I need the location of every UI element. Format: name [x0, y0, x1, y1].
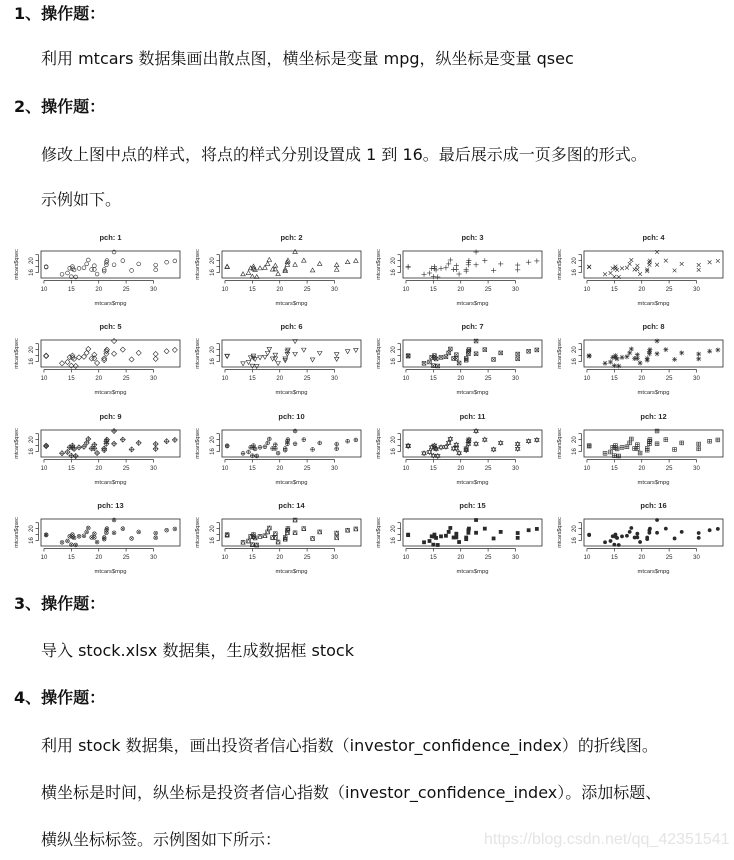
scatter-plot — [362, 407, 543, 496]
x-axis — [403, 370, 520, 383]
svg-text:25: 25 — [303, 465, 311, 472]
svg-text:20: 20 — [210, 435, 216, 443]
y-axis — [29, 344, 39, 365]
scatter-plot — [362, 496, 543, 585]
svg-text:20: 20 — [95, 465, 103, 472]
svg-text:20: 20 — [95, 376, 103, 383]
svg-text:16: 16 — [391, 447, 397, 455]
data-points — [406, 249, 540, 279]
svg-text:16: 16 — [572, 269, 578, 276]
svg-text:30: 30 — [331, 554, 338, 561]
svg-text:30: 30 — [150, 465, 157, 472]
scatter-plot — [543, 228, 724, 317]
svg-text:20: 20 — [572, 257, 578, 264]
svg-text:20: 20 — [391, 346, 397, 354]
svg-text:20: 20 — [638, 287, 646, 293]
y-axis — [391, 255, 401, 276]
svg-text:25: 25 — [484, 554, 492, 561]
scatter-plot — [181, 317, 362, 406]
section-2-text: 修改上图中点的样式，将点的样式分别设置成 1 到 16。最后展示成一页多图的形式。 — [41, 145, 647, 164]
y-axis-label: mtcars$qsec — [557, 338, 563, 370]
svg-text:20: 20 — [276, 465, 284, 472]
plot-frame — [41, 251, 180, 278]
svg-text:20: 20 — [391, 435, 397, 443]
y-axis — [210, 255, 220, 276]
svg-text:16: 16 — [572, 537, 578, 544]
panel-title: pch: 5 — [99, 322, 122, 332]
x-axis-label: mtcars$mpg — [275, 568, 308, 575]
svg-text:25: 25 — [122, 376, 130, 383]
svg-text:20: 20 — [95, 554, 103, 561]
svg-text:20: 20 — [210, 525, 216, 532]
pch-scatter-figure — [0, 228, 734, 588]
y-axis — [391, 344, 401, 365]
x-axis — [403, 548, 520, 561]
svg-text:10: 10 — [221, 465, 229, 472]
y-axis-label: mtcars$qsec — [14, 427, 20, 459]
svg-text:20: 20 — [276, 554, 284, 561]
section-4-text-1: 利用 stock 数据集，画出投资者信心指数（investor_confidence_index）的折线图。 — [41, 736, 658, 755]
svg-text:10: 10 — [221, 376, 229, 383]
svg-text:25: 25 — [303, 554, 311, 561]
data-points — [406, 428, 539, 458]
svg-text:30: 30 — [150, 376, 157, 383]
svg-text:30: 30 — [331, 376, 338, 383]
scatter-panel-pch-10 — [181, 407, 362, 496]
x-axis — [403, 459, 520, 472]
scatter-plot — [0, 496, 181, 585]
scatter-plot — [543, 317, 724, 406]
svg-text:15: 15 — [248, 376, 256, 383]
panel-title: pch: 3 — [461, 233, 484, 242]
panel-title: pch: 12 — [640, 411, 667, 421]
panel-title: pch: 10 — [278, 411, 305, 421]
svg-text:25: 25 — [665, 554, 673, 561]
svg-text:15: 15 — [67, 554, 75, 561]
scatter-panel-pch-5 — [0, 317, 181, 406]
svg-text:20: 20 — [638, 554, 646, 561]
x-axis — [584, 459, 701, 472]
scatter-plot — [181, 228, 362, 317]
scatter-plot — [543, 407, 724, 496]
data-points — [225, 518, 358, 547]
y-axis — [391, 433, 401, 454]
svg-text:16: 16 — [391, 269, 397, 276]
x-axis-label: mtcars$mpg — [637, 301, 670, 307]
svg-text:30: 30 — [693, 376, 700, 383]
svg-text:20: 20 — [572, 435, 578, 443]
svg-text:20: 20 — [29, 435, 35, 443]
scatter-plot — [543, 496, 724, 585]
scatter-plot — [0, 317, 181, 406]
section-1-heading: 1、操作题： — [14, 4, 106, 23]
svg-text:30: 30 — [693, 287, 700, 293]
svg-text:10: 10 — [402, 554, 410, 561]
section-4-text-2: 横坐标是时间，纵坐标是投资者信心指数（investor_confidence_index）。添加标题、 — [41, 783, 662, 802]
svg-text:10: 10 — [221, 287, 229, 293]
x-axis-label: mtcars$mpg — [275, 479, 308, 486]
svg-text:20: 20 — [638, 465, 646, 472]
svg-text:16: 16 — [391, 358, 397, 366]
y-axis — [572, 255, 582, 276]
data-points — [225, 340, 358, 369]
data-points — [44, 339, 178, 369]
panel-title: pch: 15 — [459, 500, 486, 510]
svg-text:25: 25 — [122, 287, 130, 293]
x-axis-label: mtcars$mpg — [275, 390, 308, 397]
svg-text:20: 20 — [276, 376, 284, 383]
svg-text:16: 16 — [572, 358, 578, 366]
scatter-panel-pch-2 — [181, 228, 362, 317]
y-axis — [29, 433, 39, 454]
svg-text:20: 20 — [29, 525, 35, 532]
y-axis-label: mtcars$qsec — [14, 249, 20, 280]
svg-text:16: 16 — [29, 269, 35, 276]
scatter-panel-pch-16 — [543, 496, 724, 585]
svg-text:10: 10 — [40, 554, 48, 561]
scatter-plot — [181, 407, 362, 496]
x-axis — [584, 370, 701, 383]
x-axis-label: mtcars$mpg — [94, 479, 127, 486]
svg-text:15: 15 — [429, 376, 437, 383]
y-axis-label: mtcars$qsec — [376, 338, 382, 370]
svg-text:20: 20 — [457, 554, 465, 561]
section-2-example-label: 示例如下。 — [41, 190, 122, 209]
plot-frame — [222, 251, 361, 278]
x-axis — [41, 370, 158, 383]
scatter-panel-pch-13 — [0, 496, 181, 585]
section-2-heading: 2、操作题： — [14, 97, 106, 116]
svg-text:30: 30 — [331, 287, 338, 293]
section-4-text-3: 横纵坐标标签。示例图如下所示： — [41, 830, 282, 849]
svg-text:25: 25 — [122, 465, 130, 472]
data-points — [225, 429, 358, 458]
svg-text:15: 15 — [610, 376, 618, 383]
data-points — [587, 339, 721, 369]
svg-text:20: 20 — [29, 346, 35, 354]
scatter-panel-pch-11 — [362, 407, 543, 496]
svg-text:16: 16 — [572, 447, 578, 455]
data-points — [225, 250, 358, 279]
y-axis-label: mtcars$qsec — [376, 517, 382, 548]
section-4-heading: 4、操作题： — [14, 688, 106, 707]
svg-text:15: 15 — [67, 287, 75, 293]
svg-text:20: 20 — [572, 525, 578, 532]
scatter-plot — [181, 496, 362, 585]
panel-title: pch: 9 — [99, 411, 122, 421]
svg-text:15: 15 — [248, 287, 256, 293]
svg-text:30: 30 — [150, 554, 157, 561]
svg-text:25: 25 — [484, 465, 492, 472]
svg-text:10: 10 — [40, 465, 48, 472]
scatter-panel-pch-3 — [362, 228, 543, 317]
svg-text:20: 20 — [638, 376, 646, 383]
y-axis-label: mtcars$qsec — [557, 517, 563, 548]
scatter-panel-pch-12 — [543, 407, 724, 496]
svg-text:10: 10 — [402, 376, 410, 383]
x-axis — [584, 548, 701, 561]
svg-text:16: 16 — [210, 447, 216, 455]
panel-title: pch: 14 — [278, 500, 305, 510]
svg-text:15: 15 — [248, 554, 256, 561]
section-1-text: 利用 mtcars 数据集画出散点图，横坐标是变量 mpg，纵坐标是变量 qsec — [41, 49, 574, 68]
data-points — [44, 518, 177, 547]
plot-frame — [41, 340, 180, 367]
x-axis — [222, 370, 339, 383]
svg-text:15: 15 — [429, 287, 437, 293]
scatter-panel-pch-6 — [181, 317, 362, 406]
x-axis — [222, 548, 339, 561]
svg-text:10: 10 — [583, 376, 591, 383]
y-axis — [210, 433, 220, 454]
svg-text:16: 16 — [391, 537, 397, 544]
svg-text:15: 15 — [67, 465, 75, 472]
svg-text:25: 25 — [484, 287, 492, 293]
svg-text:20: 20 — [391, 525, 397, 532]
svg-text:20: 20 — [391, 257, 397, 264]
svg-text:20: 20 — [95, 287, 103, 293]
svg-text:25: 25 — [665, 287, 673, 293]
x-axis-label: mtcars$mpg — [94, 301, 127, 307]
scatter-panel-pch-8 — [543, 317, 724, 406]
svg-text:10: 10 — [402, 287, 410, 293]
panel-title: pch: 1 — [99, 233, 122, 242]
panel-title: pch: 7 — [461, 322, 484, 332]
x-axis — [584, 281, 701, 294]
svg-text:25: 25 — [303, 287, 311, 293]
scatter-panel-pch-4 — [543, 228, 724, 317]
x-axis — [403, 281, 520, 294]
scatter-panel-pch-14 — [181, 496, 362, 585]
scatter-plot — [362, 228, 543, 317]
panel-title: pch: 2 — [280, 233, 303, 242]
svg-text:10: 10 — [40, 287, 48, 293]
y-axis — [210, 523, 220, 544]
svg-text:25: 25 — [665, 376, 673, 383]
scatter-panel-pch-9 — [0, 407, 181, 496]
svg-text:15: 15 — [429, 554, 437, 561]
x-axis-label: mtcars$mpg — [456, 479, 489, 486]
y-axis — [572, 344, 582, 365]
svg-text:10: 10 — [583, 554, 591, 561]
scatter-panel-pch-7 — [362, 317, 543, 406]
data-points — [587, 429, 720, 458]
data-points — [44, 428, 178, 458]
svg-text:15: 15 — [429, 465, 437, 472]
svg-text:10: 10 — [583, 465, 591, 472]
y-axis-label: mtcars$qsec — [14, 338, 20, 370]
watermark: https://blog.csdn.net/qq_42351541 — [484, 831, 730, 848]
y-axis — [572, 523, 582, 544]
y-axis — [391, 523, 401, 544]
y-axis-label: mtcars$qsec — [376, 249, 382, 280]
svg-text:30: 30 — [693, 554, 700, 561]
x-axis-label: mtcars$mpg — [94, 390, 127, 397]
x-axis-label: mtcars$mpg — [637, 390, 670, 397]
svg-text:15: 15 — [610, 465, 618, 472]
plot-frame — [222, 340, 361, 367]
svg-text:20: 20 — [29, 257, 35, 264]
y-axis-label: mtcars$qsec — [557, 427, 563, 459]
panel-title: pch: 13 — [97, 500, 124, 510]
svg-text:20: 20 — [457, 287, 465, 293]
y-axis-label: mtcars$qsec — [195, 338, 201, 370]
svg-text:20: 20 — [457, 376, 465, 383]
panel-title: pch: 6 — [280, 322, 303, 332]
y-axis-label: mtcars$qsec — [376, 427, 382, 459]
svg-text:15: 15 — [248, 465, 256, 472]
x-axis-label: mtcars$mpg — [456, 390, 489, 397]
plot-frame — [222, 519, 361, 546]
scatter-panel-pch-15 — [362, 496, 543, 585]
section-3-text: 导入 stock.xlsx 数据集，生成数据框 stock — [41, 641, 354, 660]
x-axis-label: mtcars$mpg — [456, 568, 489, 575]
svg-text:30: 30 — [331, 465, 338, 472]
section-3-heading: 3、操作题： — [14, 594, 106, 613]
x-axis-label: mtcars$mpg — [637, 568, 670, 575]
svg-text:16: 16 — [29, 537, 35, 544]
svg-text:25: 25 — [665, 465, 673, 472]
panel-title: pch: 11 — [459, 411, 486, 421]
svg-text:20: 20 — [457, 465, 465, 472]
svg-text:10: 10 — [402, 465, 410, 472]
y-axis — [572, 433, 582, 454]
x-axis-label: mtcars$mpg — [94, 568, 127, 575]
y-axis — [210, 344, 220, 365]
svg-text:20: 20 — [572, 346, 578, 354]
x-axis-label: mtcars$mpg — [637, 479, 670, 486]
y-axis — [29, 523, 39, 544]
data-points — [406, 339, 539, 368]
svg-text:16: 16 — [210, 358, 216, 366]
scatter-plot — [0, 407, 181, 496]
panel-title: pch: 8 — [642, 322, 665, 332]
y-axis-label: mtcars$qsec — [195, 249, 201, 280]
y-axis-label: mtcars$qsec — [195, 517, 201, 548]
svg-text:15: 15 — [67, 376, 75, 383]
svg-text:20: 20 — [210, 346, 216, 354]
data-points — [406, 518, 539, 547]
x-axis — [41, 548, 158, 561]
svg-text:10: 10 — [40, 376, 48, 383]
x-axis — [41, 281, 158, 294]
x-axis-label: mtcars$mpg — [456, 301, 489, 307]
svg-text:25: 25 — [484, 376, 492, 383]
x-axis — [222, 281, 339, 294]
svg-text:20: 20 — [210, 257, 216, 264]
svg-text:16: 16 — [210, 537, 216, 544]
y-axis-label: mtcars$qsec — [195, 427, 201, 459]
svg-text:30: 30 — [512, 554, 519, 561]
svg-text:20: 20 — [276, 287, 284, 293]
data-points — [587, 518, 720, 547]
scatter-plot — [0, 228, 181, 317]
svg-text:16: 16 — [210, 269, 216, 276]
svg-text:30: 30 — [512, 287, 519, 293]
x-axis-label: mtcars$mpg — [275, 301, 308, 307]
scatter-panel-pch-1 — [0, 228, 181, 317]
svg-text:25: 25 — [303, 376, 311, 383]
data-points — [44, 250, 177, 279]
svg-text:30: 30 — [512, 376, 519, 383]
svg-text:15: 15 — [610, 554, 618, 561]
svg-text:30: 30 — [693, 465, 700, 472]
y-axis — [29, 255, 39, 276]
svg-text:16: 16 — [29, 447, 35, 455]
data-points — [587, 250, 720, 279]
svg-text:10: 10 — [583, 287, 591, 293]
svg-text:30: 30 — [512, 465, 519, 472]
y-axis-label: mtcars$qsec — [14, 517, 20, 548]
panel-title: pch: 16 — [640, 500, 667, 510]
scatter-plot — [362, 317, 543, 406]
svg-text:30: 30 — [150, 287, 157, 293]
plot-frame — [403, 430, 542, 457]
x-axis — [41, 459, 158, 472]
svg-text:16: 16 — [29, 358, 35, 366]
svg-text:10: 10 — [221, 554, 229, 561]
panel-title: pch: 4 — [642, 233, 665, 242]
x-axis — [222, 459, 339, 472]
svg-text:15: 15 — [610, 287, 618, 293]
svg-text:25: 25 — [122, 554, 130, 561]
y-axis-label: mtcars$qsec — [557, 249, 563, 280]
